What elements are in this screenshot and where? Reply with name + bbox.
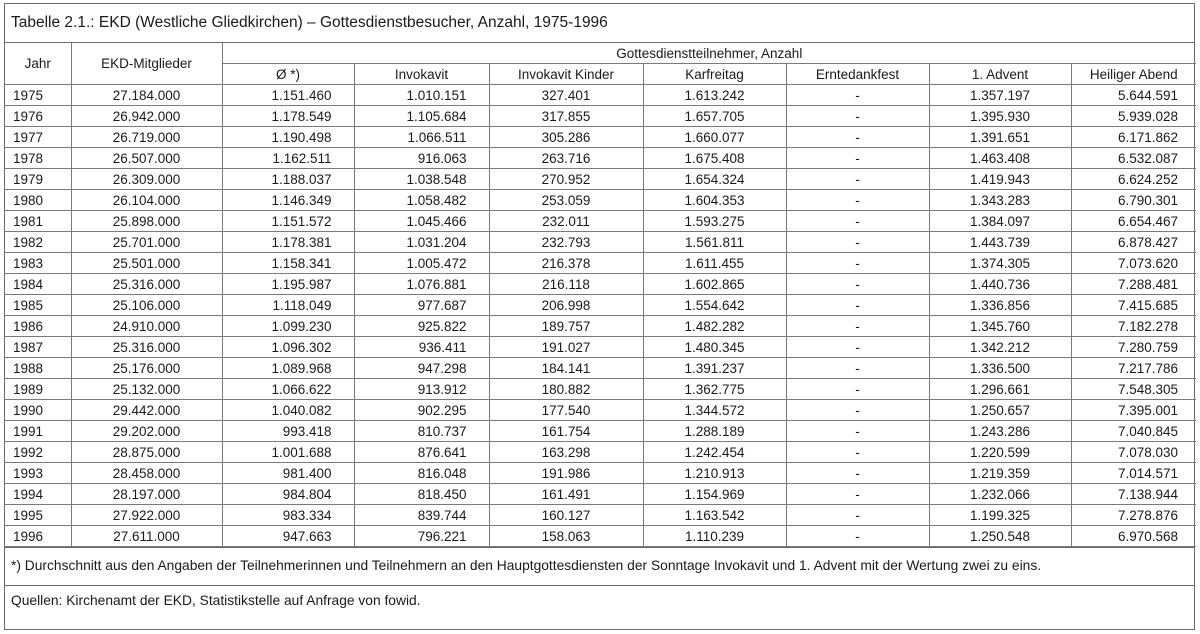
data-table bbox=[5, 43, 1196, 547]
cell-avg: 983.334 bbox=[222, 505, 354, 526]
cell-avg: 1.040.082 bbox=[222, 400, 354, 421]
cell-erntedankfest: - bbox=[786, 379, 929, 400]
cell-year: 1986 bbox=[5, 316, 71, 337]
cell-advent: 1.419.943 bbox=[929, 169, 1071, 190]
cell-erntedankfest: - bbox=[786, 274, 929, 295]
cell-advent: 1.343.283 bbox=[929, 190, 1071, 211]
cell-members: 26.507.000 bbox=[71, 148, 222, 169]
cell-advent: 1.336.500 bbox=[929, 358, 1071, 379]
table-row bbox=[5, 106, 1196, 127]
cell-invokavit-kinder: 163.298 bbox=[489, 442, 643, 463]
cell-members: 25.316.000 bbox=[71, 337, 222, 358]
cell-avg: 1.195.987 bbox=[222, 274, 354, 295]
cell-members: 25.106.000 bbox=[71, 295, 222, 316]
cell-advent: 1.443.739 bbox=[929, 232, 1071, 253]
cell-invokavit-kinder: 327.401 bbox=[489, 85, 643, 106]
cell-karfreitag: 1.110.239 bbox=[643, 526, 786, 547]
cell-heiliger-abend: 6.970.568 bbox=[1071, 526, 1196, 547]
header-erntedankfest: Erntedankfest bbox=[786, 64, 929, 85]
cell-erntedankfest: - bbox=[786, 442, 929, 463]
header-mitglieder: EKD-Mitglieder bbox=[71, 43, 222, 85]
cell-erntedankfest: - bbox=[786, 169, 929, 190]
cell-invokavit: 1.045.466 bbox=[354, 211, 489, 232]
cell-invokavit-kinder: 270.952 bbox=[489, 169, 643, 190]
cell-erntedankfest: - bbox=[786, 316, 929, 337]
cell-karfreitag: 1.362.775 bbox=[643, 379, 786, 400]
cell-year: 1994 bbox=[5, 484, 71, 505]
cell-year: 1978 bbox=[5, 148, 71, 169]
table-row bbox=[5, 85, 1196, 106]
cell-karfreitag: 1.604.353 bbox=[643, 190, 786, 211]
cell-invokavit: 1.031.204 bbox=[354, 232, 489, 253]
cell-avg: 1.001.688 bbox=[222, 442, 354, 463]
cell-year: 1979 bbox=[5, 169, 71, 190]
table-row bbox=[5, 211, 1196, 232]
cell-erntedankfest: - bbox=[786, 232, 929, 253]
cell-karfreitag: 1.391.237 bbox=[643, 358, 786, 379]
table-body bbox=[5, 85, 1196, 547]
table-row bbox=[5, 484, 1196, 505]
cell-invokavit-kinder: 177.540 bbox=[489, 400, 643, 421]
cell-avg: 1.151.460 bbox=[222, 85, 354, 106]
cell-avg: 984.804 bbox=[222, 484, 354, 505]
cell-year: 1976 bbox=[5, 106, 71, 127]
cell-invokavit: 916.063 bbox=[354, 148, 489, 169]
cell-members: 24.910.000 bbox=[71, 316, 222, 337]
cell-erntedankfest: - bbox=[786, 127, 929, 148]
cell-year: 1991 bbox=[5, 421, 71, 442]
cell-karfreitag: 1.593.275 bbox=[643, 211, 786, 232]
cell-invokavit: 1.038.548 bbox=[354, 169, 489, 190]
cell-year: 1982 bbox=[5, 232, 71, 253]
cell-invokavit-kinder: 161.491 bbox=[489, 484, 643, 505]
cell-heiliger-abend: 7.548.305 bbox=[1071, 379, 1196, 400]
cell-erntedankfest: - bbox=[786, 400, 929, 421]
cell-advent: 1.243.286 bbox=[929, 421, 1071, 442]
header-karfreitag: Karfreitag bbox=[643, 64, 786, 85]
cell-members: 27.611.000 bbox=[71, 526, 222, 547]
cell-invokavit: 1.105.684 bbox=[354, 106, 489, 127]
cell-members: 28.875.000 bbox=[71, 442, 222, 463]
cell-invokavit-kinder: 305.286 bbox=[489, 127, 643, 148]
cell-invokavit-kinder: 232.011 bbox=[489, 211, 643, 232]
cell-avg: 1.178.381 bbox=[222, 232, 354, 253]
cell-avg: 1.178.549 bbox=[222, 106, 354, 127]
header-invokavit-kinder: Invokavit Kinder bbox=[489, 64, 643, 85]
cell-karfreitag: 1.561.811 bbox=[643, 232, 786, 253]
cell-invokavit-kinder: 191.986 bbox=[489, 463, 643, 484]
cell-karfreitag: 1.163.542 bbox=[643, 505, 786, 526]
table-row bbox=[5, 400, 1196, 421]
cell-invokavit: 796.221 bbox=[354, 526, 489, 547]
cell-invokavit: 816.048 bbox=[354, 463, 489, 484]
cell-members: 29.442.000 bbox=[71, 400, 222, 421]
table-row bbox=[5, 190, 1196, 211]
cell-invokavit: 1.066.511 bbox=[354, 127, 489, 148]
cell-invokavit: 1.005.472 bbox=[354, 253, 489, 274]
header-group: Gottesdienstteilnehmer, Anzahl bbox=[222, 43, 1196, 64]
table-row bbox=[5, 295, 1196, 316]
cell-karfreitag: 1.288.189 bbox=[643, 421, 786, 442]
cell-year: 1988 bbox=[5, 358, 71, 379]
cell-advent: 1.384.097 bbox=[929, 211, 1071, 232]
cell-erntedankfest: - bbox=[786, 526, 929, 547]
cell-advent: 1.374.305 bbox=[929, 253, 1071, 274]
cell-karfreitag: 1.675.408 bbox=[643, 148, 786, 169]
cell-heiliger-abend: 6.532.087 bbox=[1071, 148, 1196, 169]
cell-year: 1993 bbox=[5, 463, 71, 484]
source-note: Quellen: Kirchenamt der EKD, Statistikstelle auf Anfrage von fowid. bbox=[5, 585, 1194, 613]
cell-invokavit-kinder: 160.127 bbox=[489, 505, 643, 526]
cell-advent: 1.220.599 bbox=[929, 442, 1071, 463]
cell-heiliger-abend: 6.624.252 bbox=[1071, 169, 1196, 190]
cell-advent: 1.357.197 bbox=[929, 85, 1071, 106]
table-row bbox=[5, 274, 1196, 295]
table-title: Tabelle 2.1.: EKD (Westliche Gliedkirchen) – Gottesdienstbesucher, Anzahl, 1975-1996 bbox=[5, 4, 1194, 43]
cell-advent: 1.395.930 bbox=[929, 106, 1071, 127]
cell-avg: 1.190.498 bbox=[222, 127, 354, 148]
cell-invokavit-kinder: 158.063 bbox=[489, 526, 643, 547]
cell-avg: 1.099.230 bbox=[222, 316, 354, 337]
cell-heiliger-abend: 5.939.028 bbox=[1071, 106, 1196, 127]
cell-invokavit: 977.687 bbox=[354, 295, 489, 316]
table-frame bbox=[4, 3, 1195, 630]
cell-advent: 1.199.325 bbox=[929, 505, 1071, 526]
cell-erntedankfest: - bbox=[786, 106, 929, 127]
cell-avg: 947.663 bbox=[222, 526, 354, 547]
cell-invokavit-kinder: 191.027 bbox=[489, 337, 643, 358]
table-row bbox=[5, 169, 1196, 190]
table-row bbox=[5, 253, 1196, 274]
cell-invokavit: 839.744 bbox=[354, 505, 489, 526]
table-row bbox=[5, 379, 1196, 400]
cell-erntedankfest: - bbox=[786, 463, 929, 484]
cell-invokavit: 876.641 bbox=[354, 442, 489, 463]
cell-heiliger-abend: 6.654.467 bbox=[1071, 211, 1196, 232]
header-advent: 1. Advent bbox=[929, 64, 1071, 85]
cell-heiliger-abend: 7.138.944 bbox=[1071, 484, 1196, 505]
cell-year: 1980 bbox=[5, 190, 71, 211]
table-row bbox=[5, 232, 1196, 253]
cell-heiliger-abend: 7.415.685 bbox=[1071, 295, 1196, 316]
cell-year: 1975 bbox=[5, 85, 71, 106]
cell-members: 26.309.000 bbox=[71, 169, 222, 190]
cell-karfreitag: 1.480.345 bbox=[643, 337, 786, 358]
cell-erntedankfest: - bbox=[786, 337, 929, 358]
cell-advent: 1.391.651 bbox=[929, 127, 1071, 148]
cell-invokavit: 1.058.482 bbox=[354, 190, 489, 211]
cell-invokavit-kinder: 317.855 bbox=[489, 106, 643, 127]
cell-members: 26.104.000 bbox=[71, 190, 222, 211]
cell-karfreitag: 1.602.865 bbox=[643, 274, 786, 295]
cell-heiliger-abend: 7.073.620 bbox=[1071, 253, 1196, 274]
cell-invokavit-kinder: 216.118 bbox=[489, 274, 643, 295]
cell-invokavit-kinder: 232.793 bbox=[489, 232, 643, 253]
cell-members: 27.184.000 bbox=[71, 85, 222, 106]
cell-members: 25.316.000 bbox=[71, 274, 222, 295]
cell-advent: 1.250.657 bbox=[929, 400, 1071, 421]
cell-erntedankfest: - bbox=[786, 421, 929, 442]
cell-year: 1977 bbox=[5, 127, 71, 148]
cell-invokavit-kinder: 263.716 bbox=[489, 148, 643, 169]
cell-heiliger-abend: 7.040.845 bbox=[1071, 421, 1196, 442]
cell-avg: 1.089.968 bbox=[222, 358, 354, 379]
cell-erntedankfest: - bbox=[786, 253, 929, 274]
cell-erntedankfest: - bbox=[786, 190, 929, 211]
header-heiliger-abend: Heiliger Abend bbox=[1071, 64, 1196, 85]
cell-year: 1992 bbox=[5, 442, 71, 463]
cell-year: 1983 bbox=[5, 253, 71, 274]
cell-invokavit: 810.737 bbox=[354, 421, 489, 442]
cell-advent: 1.440.736 bbox=[929, 274, 1071, 295]
table-row bbox=[5, 505, 1196, 526]
cell-members: 25.701.000 bbox=[71, 232, 222, 253]
cell-karfreitag: 1.611.455 bbox=[643, 253, 786, 274]
cell-advent: 1.219.359 bbox=[929, 463, 1071, 484]
cell-members: 25.176.000 bbox=[71, 358, 222, 379]
cell-heiliger-abend: 7.014.571 bbox=[1071, 463, 1196, 484]
cell-erntedankfest: - bbox=[786, 358, 929, 379]
table-row bbox=[5, 526, 1196, 547]
cell-erntedankfest: - bbox=[786, 484, 929, 505]
cell-invokavit-kinder: 161.754 bbox=[489, 421, 643, 442]
cell-erntedankfest: - bbox=[786, 85, 929, 106]
cell-avg: 993.418 bbox=[222, 421, 354, 442]
cell-heiliger-abend: 7.395.001 bbox=[1071, 400, 1196, 421]
table-row bbox=[5, 421, 1196, 442]
cell-year: 1996 bbox=[5, 526, 71, 547]
cell-karfreitag: 1.242.454 bbox=[643, 442, 786, 463]
cell-erntedankfest: - bbox=[786, 295, 929, 316]
table-row bbox=[5, 148, 1196, 169]
cell-erntedankfest: - bbox=[786, 505, 929, 526]
cell-heiliger-abend: 7.278.876 bbox=[1071, 505, 1196, 526]
cell-invokavit-kinder: 216.378 bbox=[489, 253, 643, 274]
cell-karfreitag: 1.554.642 bbox=[643, 295, 786, 316]
cell-avg: 1.188.037 bbox=[222, 169, 354, 190]
cell-heiliger-abend: 7.280.759 bbox=[1071, 337, 1196, 358]
cell-advent: 1.232.066 bbox=[929, 484, 1071, 505]
cell-karfreitag: 1.654.324 bbox=[643, 169, 786, 190]
cell-members: 27.922.000 bbox=[71, 505, 222, 526]
cell-heiliger-abend: 5.644.591 bbox=[1071, 85, 1196, 106]
cell-invokavit: 1.010.151 bbox=[354, 85, 489, 106]
footnote: *) Durchschnitt aus den Angaben der Teilnehmerinnen und Teilnehmern an den Hauptgottesdiensten der Sonntage Invokavit und 1. Advent mit der Wertung zwei zu eins. bbox=[5, 547, 1194, 585]
cell-invokavit-kinder: 189.757 bbox=[489, 316, 643, 337]
cell-members: 25.898.000 bbox=[71, 211, 222, 232]
cell-avg: 1.096.302 bbox=[222, 337, 354, 358]
cell-advent: 1.463.408 bbox=[929, 148, 1071, 169]
cell-advent: 1.345.760 bbox=[929, 316, 1071, 337]
cell-karfreitag: 1.154.969 bbox=[643, 484, 786, 505]
cell-avg: 1.118.049 bbox=[222, 295, 354, 316]
cell-year: 1987 bbox=[5, 337, 71, 358]
cell-invokavit: 936.411 bbox=[354, 337, 489, 358]
cell-members: 25.132.000 bbox=[71, 379, 222, 400]
cell-members: 25.501.000 bbox=[71, 253, 222, 274]
header-avg: Ø *) bbox=[222, 64, 354, 85]
cell-invokavit: 902.295 bbox=[354, 400, 489, 421]
cell-avg: 1.066.622 bbox=[222, 379, 354, 400]
cell-heiliger-abend: 7.182.278 bbox=[1071, 316, 1196, 337]
cell-heiliger-abend: 6.790.301 bbox=[1071, 190, 1196, 211]
cell-karfreitag: 1.210.913 bbox=[643, 463, 786, 484]
cell-members: 28.458.000 bbox=[71, 463, 222, 484]
cell-advent: 1.342.212 bbox=[929, 337, 1071, 358]
table-row bbox=[5, 442, 1196, 463]
cell-erntedankfest: - bbox=[786, 211, 929, 232]
cell-advent: 1.250.548 bbox=[929, 526, 1071, 547]
cell-invokavit: 1.076.881 bbox=[354, 274, 489, 295]
cell-karfreitag: 1.657.705 bbox=[643, 106, 786, 127]
cell-karfreitag: 1.613.242 bbox=[643, 85, 786, 106]
cell-year: 1989 bbox=[5, 379, 71, 400]
table-row bbox=[5, 463, 1196, 484]
cell-karfreitag: 1.344.572 bbox=[643, 400, 786, 421]
cell-avg: 1.146.349 bbox=[222, 190, 354, 211]
cell-avg: 1.162.511 bbox=[222, 148, 354, 169]
cell-heiliger-abend: 6.878.427 bbox=[1071, 232, 1196, 253]
table-row bbox=[5, 337, 1196, 358]
cell-invokavit-kinder: 253.059 bbox=[489, 190, 643, 211]
table-row bbox=[5, 127, 1196, 148]
cell-members: 26.719.000 bbox=[71, 127, 222, 148]
cell-invokavit-kinder: 206.998 bbox=[489, 295, 643, 316]
cell-invokavit-kinder: 180.882 bbox=[489, 379, 643, 400]
cell-advent: 1.336.856 bbox=[929, 295, 1071, 316]
cell-invokavit: 925.822 bbox=[354, 316, 489, 337]
cell-invokavit: 818.450 bbox=[354, 484, 489, 505]
cell-invokavit: 947.298 bbox=[354, 358, 489, 379]
cell-members: 29.202.000 bbox=[71, 421, 222, 442]
header-invokavit: Invokavit bbox=[354, 64, 489, 85]
table-row bbox=[5, 316, 1196, 337]
cell-year: 1985 bbox=[5, 295, 71, 316]
header-jahr: Jahr bbox=[5, 43, 71, 85]
cell-erntedankfest: - bbox=[786, 148, 929, 169]
cell-heiliger-abend: 7.288.481 bbox=[1071, 274, 1196, 295]
cell-heiliger-abend: 7.217.786 bbox=[1071, 358, 1196, 379]
cell-heiliger-abend: 6.171.862 bbox=[1071, 127, 1196, 148]
cell-invokavit-kinder: 184.141 bbox=[489, 358, 643, 379]
cell-avg: 981.400 bbox=[222, 463, 354, 484]
cell-year: 1995 bbox=[5, 505, 71, 526]
cell-karfreitag: 1.482.282 bbox=[643, 316, 786, 337]
cell-year: 1984 bbox=[5, 274, 71, 295]
cell-members: 26.942.000 bbox=[71, 106, 222, 127]
cell-year: 1990 bbox=[5, 400, 71, 421]
cell-invokavit: 913.912 bbox=[354, 379, 489, 400]
cell-advent: 1.296.661 bbox=[929, 379, 1071, 400]
cell-karfreitag: 1.660.077 bbox=[643, 127, 786, 148]
cell-avg: 1.151.572 bbox=[222, 211, 354, 232]
cell-year: 1981 bbox=[5, 211, 71, 232]
cell-heiliger-abend: 7.078.030 bbox=[1071, 442, 1196, 463]
table-row bbox=[5, 358, 1196, 379]
cell-avg: 1.158.341 bbox=[222, 253, 354, 274]
cell-members: 28.197.000 bbox=[71, 484, 222, 505]
